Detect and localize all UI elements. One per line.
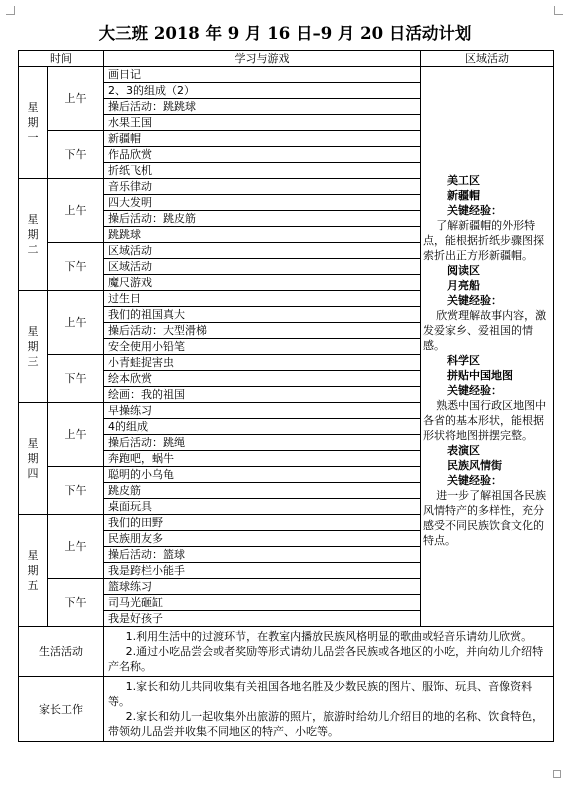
page-title: 大三班 2018 年 9 月 16 日–9 月 20 日活动计划 [98,24,472,43]
period-label: 下午 [48,355,104,403]
activity-cell: 小青蛙捉害虫 [104,355,421,371]
day-char: 星 [27,549,39,562]
activity-cell: 操后活动：跳跳球 [104,99,421,115]
area-zone: 阅读区 [447,264,480,277]
period-label: 上午 [48,291,104,355]
activity-cell: 绘本欣赏 [104,371,421,387]
life-line: 1.利用生活中的过渡环节，在教室内播放民族风格明显的歌曲或轻音乐请幼儿欣赏。 [125,630,533,643]
activity-cell: 操后活动：大型滑梯 [104,323,421,339]
header-learn: 学习与游戏 [104,51,421,67]
life-content [104,627,554,677]
area-exp-label: 关键经验： [447,204,502,217]
day-label [19,179,48,291]
day-char: 期 [27,564,39,577]
activity-cell: 新疆帽 [104,131,421,147]
day-char: 星 [27,213,39,226]
day-char: 星 [27,437,39,450]
page-end-mark [553,770,561,778]
activity-cell: 安全使用小铅笔 [104,339,421,355]
day-char: 四 [27,467,39,480]
activity-cell: 我是好孩子 [104,611,421,627]
header-area: 区域活动 [421,51,554,67]
activity-cell: 司马光砸缸 [104,595,421,611]
day-char: 期 [27,452,39,465]
activity-cell: 区域活动 [104,243,421,259]
activity-cell: 绘画：我的祖国 [104,387,421,403]
life-label: 生活活动 [19,627,104,677]
activity-cell: 跳跳球 [104,227,421,243]
parents-row [19,677,554,742]
activity-cell: 早操练习 [104,403,421,419]
day-char: 五 [27,579,39,592]
day-label [19,515,48,627]
day-label [19,403,48,515]
life-row [19,627,554,677]
page-corner-mark-left [6,6,15,15]
activity-cell: 魔尺游戏 [104,275,421,291]
period-label: 下午 [48,467,104,515]
activity-cell: 音乐律动 [104,179,421,195]
area-name: 月亮船 [447,279,480,292]
period-label: 下午 [48,579,104,627]
activity-cell: 桌面玩具 [104,499,421,515]
area-name: 拼贴中国地图 [447,369,513,382]
activity-plan-table [18,50,554,742]
activity-cell: 我是跨栏小能手 [104,563,421,579]
activity-cell: 画日记 [104,67,421,83]
area-name: 民族风情街 [447,459,502,472]
period-label: 下午 [48,131,104,179]
activity-cell: 2、3的组成（2） [104,83,421,99]
activity-cell: 过生日 [104,291,421,307]
activity-cell: 操后活动：跳皮筋 [104,211,421,227]
area-exp-label: 关键经验： [447,474,502,487]
area-zone: 科学区 [447,354,480,367]
period-label: 下午 [48,243,104,291]
area-activities-cell [421,67,554,627]
activity-cell: 我们的田野 [104,515,421,531]
activity-cell: 操后活动：跳绳 [104,435,421,451]
activity-cell: 区域活动 [104,259,421,275]
activity-cell: 奔跑吧，蜗牛 [104,451,421,467]
parents-line: 1.家长和幼儿共同收集有关祖国各地名胜及少数民族的图片、服饰、玩具、音像资料等。 [108,680,533,708]
page-corner-mark-right [554,6,563,15]
header-row [19,51,554,67]
period-label: 上午 [48,403,104,467]
day-char: 星 [27,325,39,338]
activity-cell: 四大发明 [104,195,421,211]
day-char: 星 [27,101,39,114]
day-char: 二 [27,243,39,256]
area-exp-text: 进一步了解祖国各民族风情特产的多样性，充分感受不同民族饮食文化的特点。 [423,489,547,547]
life-line: 2.通过小吃品尝会或者奖励等形式请幼儿品尝各民族或各地区的小吃，并向幼儿介绍特产名称。 [108,645,544,673]
activity-cell: 跳皮筋 [104,483,421,499]
area-exp-text: 熟悉中国行政区地图中各省的基本形状，能根据形状将地图拼摆完整。 [423,399,547,442]
area-zone: 表演区 [447,444,480,457]
day-label [19,291,48,403]
parents-line: 2.家长和幼儿一起收集外出旅游的照片，旅游时给幼儿介绍目的地的名称、饮食特色，带领幼儿品尝并收集不同地区的特产、小吃等。 [108,710,544,738]
activity-cell: 水果王国 [104,115,421,131]
area-exp-label: 关键经验： [447,384,502,397]
activity-cell: 我们的祖国真大 [104,307,421,323]
area-zone: 美工区 [447,174,480,187]
activity-cell: 篮球练习 [104,579,421,595]
area-name: 新疆帽 [447,189,480,202]
parents-label: 家长工作 [19,677,104,742]
activity-cell: 操后活动：篮球 [104,547,421,563]
area-exp-label: 关键经验： [447,294,502,307]
activity-cell: 4的组成 [104,419,421,435]
activity-cell: 作品欣赏 [104,147,421,163]
header-time: 时间 [19,51,104,67]
day-char: 期 [27,228,39,241]
day-char: 期 [27,340,39,353]
period-label: 上午 [48,179,104,243]
activity-cell: 民族朋友多 [104,531,421,547]
day-label [19,67,48,179]
day-char: 期 [27,116,39,129]
area-activities [421,67,553,548]
area-exp-text: 欣赏理解故事内容，激发爱家乡、爱祖国的情感。 [423,309,547,352]
schedule-row [19,67,554,83]
day-char: 一 [27,131,39,144]
period-label: 上午 [48,67,104,131]
activity-cell: 折纸飞机 [104,163,421,179]
period-label: 上午 [48,515,104,579]
day-char: 三 [27,355,39,368]
area-exp-text: 了解新疆帽的外形特点，能根据折纸步骤图探索折出正方形新疆帽。 [423,219,544,262]
activity-cell: 聪明的小乌龟 [104,467,421,483]
parents-content [104,677,554,742]
